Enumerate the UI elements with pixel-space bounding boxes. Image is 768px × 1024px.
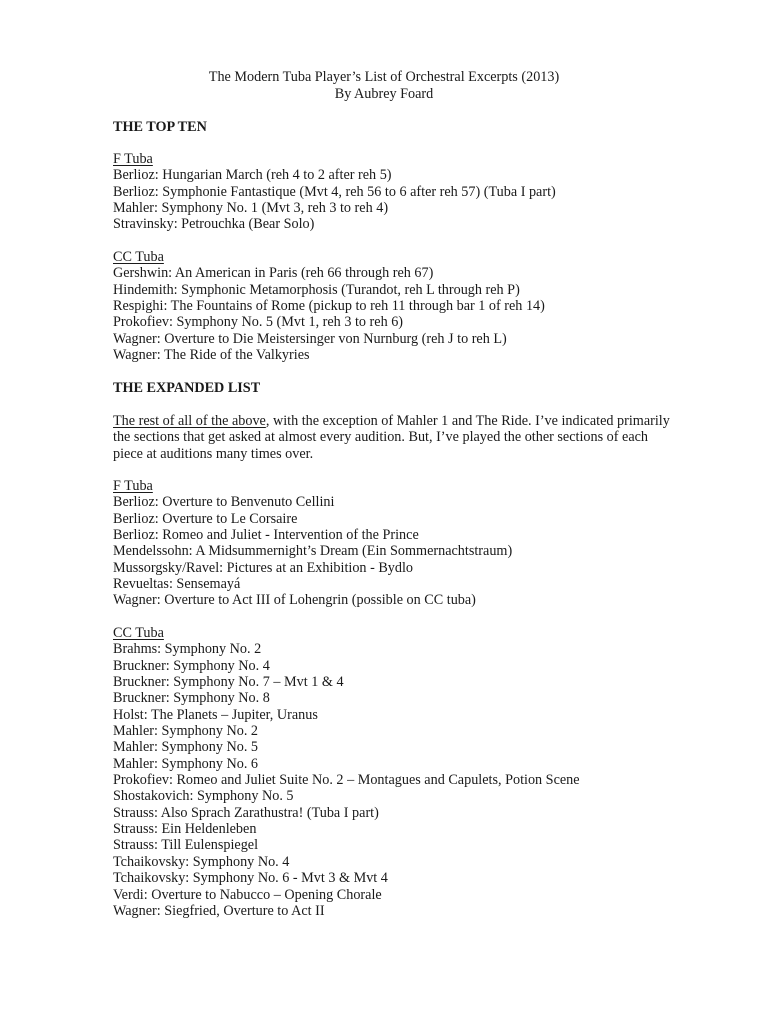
list-item: Respighi: The Fountains of Rome (pickup to reh 11 through bar 1 of reh 14) bbox=[113, 298, 545, 315]
list-item: Mendelssohn: A Midsummernight’s Dream (Ein Sommernachtstraum) bbox=[113, 543, 513, 560]
list-item: Verdi: Overture to Nabucco – Opening Chorale bbox=[113, 886, 382, 903]
top-ten-cc-tuba-label: CC Tuba bbox=[113, 249, 164, 265]
list-item: Strauss: Till Eulenspiegel bbox=[113, 837, 259, 854]
list-item: Berlioz: Overture to Le Corsaire bbox=[113, 510, 298, 527]
list-item: Berlioz: Symphonie Fantastique (Mvt 4, reh 56 to 6 after reh 57) (Tuba I part) bbox=[113, 183, 556, 200]
list-item: Wagner: Overture to Die Meistersinger von Nurnburg (reh J to reh L) bbox=[113, 330, 507, 347]
top-ten-cc-tuba-section bbox=[113, 249, 658, 363]
list-item: Revueltas: Sensemayá bbox=[113, 576, 241, 593]
list-item: Strauss: Ein Heldenleben bbox=[113, 821, 257, 838]
top-ten-f-tuba-section bbox=[113, 151, 658, 233]
expanded-f-tuba-label: F Tuba bbox=[113, 478, 153, 494]
list-item: Tchaikovsky: Symphony No. 6 - Mvt 3 & Mvt 4 bbox=[113, 870, 388, 887]
document-author: By Aubrey Foard bbox=[334, 86, 434, 102]
list-item: Holst: The Planets – Jupiter, Uranus bbox=[113, 706, 318, 723]
expanded-cc-tuba-section bbox=[113, 625, 658, 919]
document-title: The Modern Tuba Player’s List of Orchestral Excerpts (2013) bbox=[208, 69, 560, 85]
document-header bbox=[0, 69, 768, 103]
expanded-f-tuba-section bbox=[113, 478, 658, 609]
list-item: Bruckner: Symphony No. 8 bbox=[113, 690, 270, 707]
intro-line-3: piece at auditions many times over. bbox=[113, 445, 314, 462]
list-item: Mussorgsky/Ravel: Pictures at an Exhibition - Bydlo bbox=[113, 559, 414, 576]
list-item: Berlioz: Overture to Benvenuto Cellini bbox=[113, 494, 335, 511]
intro-line-1-text: , with the exception of Mahler 1 and The Ride. I’ve indicated primarily bbox=[265, 413, 670, 429]
list-item: Berlioz: Hungarian March (reh 4 to 2 after reh 5) bbox=[113, 167, 392, 184]
list-item: Prokofiev: Romeo and Juliet Suite No. 2 – Montagues and Capulets, Potion Scene bbox=[113, 772, 580, 789]
list-item: Stravinsky: Petrouchka (Bear Solo) bbox=[113, 216, 315, 233]
list-item: Shostakovich: Symphony No. 5 bbox=[113, 788, 294, 805]
expanded-intro-paragraph bbox=[113, 413, 670, 462]
list-item: Wagner: Overture to Act III of Lohengrin (possible on CC tuba) bbox=[113, 592, 476, 609]
list-item: Brahms: Symphony No. 2 bbox=[113, 641, 262, 658]
list-item: Gershwin: An American in Paris (reh 66 through reh 67) bbox=[113, 265, 434, 282]
intro-underlined-text: The rest of all of the above bbox=[113, 413, 266, 429]
list-item: Mahler: Symphony No. 6 bbox=[113, 755, 259, 772]
list-item: Mahler: Symphony No. 5 bbox=[113, 739, 259, 756]
list-item: Bruckner: Symphony No. 7 – Mvt 1 & 4 bbox=[113, 674, 344, 691]
list-item: Prokofiev: Symphony No. 5 (Mvt 1, reh 3 to reh 6) bbox=[113, 314, 404, 331]
expanded-list-heading: THE EXPANDED LIST bbox=[113, 380, 261, 396]
list-item: Strauss: Also Sprach Zarathustra! (Tuba I part) bbox=[113, 804, 379, 821]
list-item: Wagner: Siegfried, Overture to Act II bbox=[113, 902, 325, 919]
top-ten-heading: THE TOP TEN bbox=[113, 119, 207, 135]
list-item: Hindemith: Symphonic Metamorphosis (Turandot, reh L through reh P) bbox=[113, 281, 520, 298]
list-item: Bruckner: Symphony No. 4 bbox=[113, 657, 270, 674]
intro-line-2: the sections that get asked at almost every audition. But, I’ve played the other sections of each bbox=[113, 429, 649, 446]
list-item: Tchaikovsky: Symphony No. 4 bbox=[113, 853, 290, 870]
list-item: Wagner: The Ride of the Valkyries bbox=[113, 347, 310, 364]
expanded-cc-tuba-label: CC Tuba bbox=[113, 625, 164, 641]
top-ten-f-tuba-label: F Tuba bbox=[113, 151, 153, 167]
list-item: Mahler: Symphony No. 2 bbox=[113, 723, 259, 740]
list-item: Mahler: Symphony No. 1 (Mvt 3, reh 3 to reh 4) bbox=[113, 200, 389, 217]
list-item: Berlioz: Romeo and Juliet - Intervention of the Prince bbox=[113, 527, 419, 544]
